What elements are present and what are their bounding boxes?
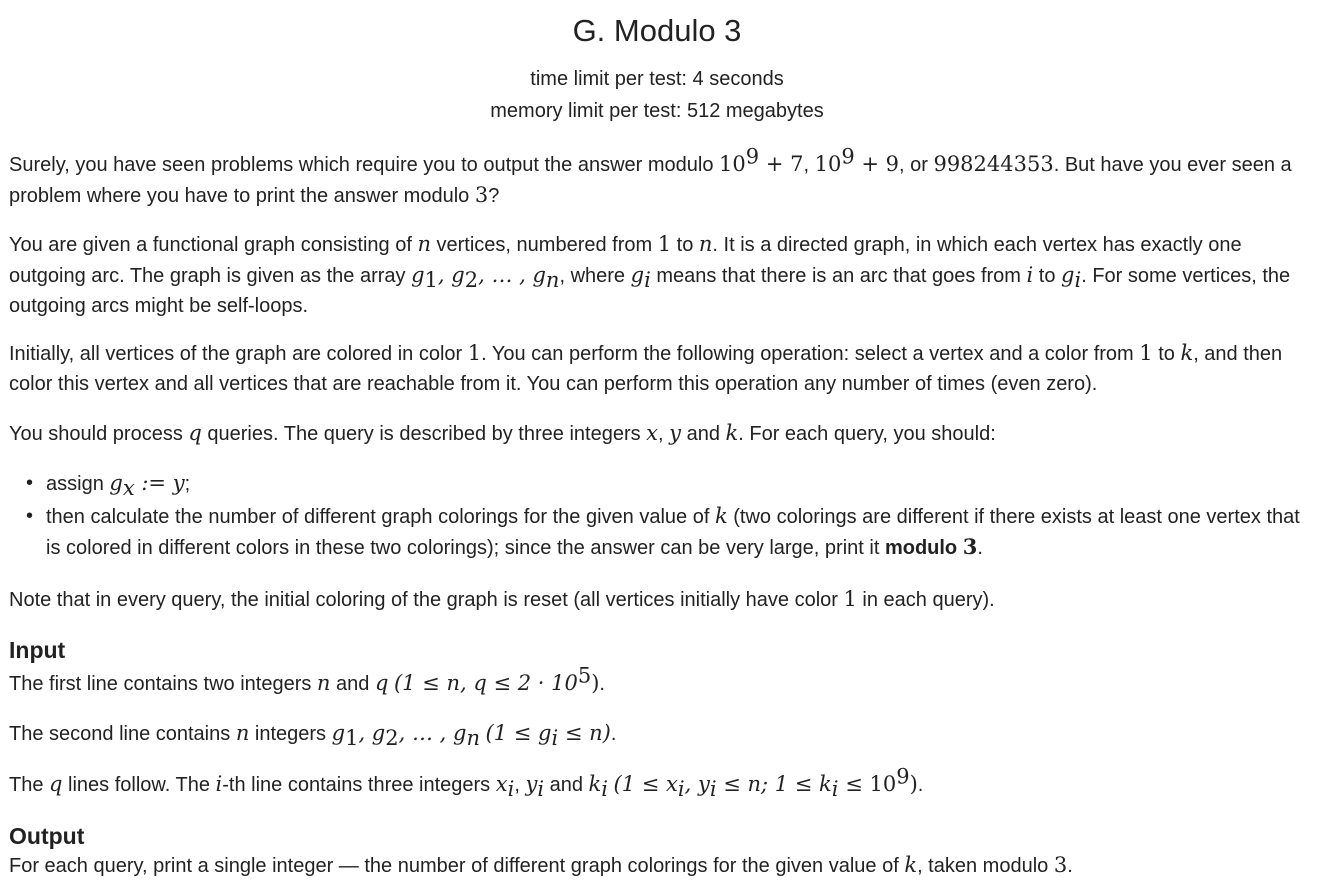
statement-paragraph-1: Surely, you have seen problems which require you to output the answer modulo $10^9 + 7$, $10^9 + 9$, or 998244353. But have you ever seen a problem where you have to print the answer modulo 3? xyxy=(9,144,1292,207)
input-line-1: The first line contains two integers n and q (1 ≤ n, $q \le 2 \cdot 10^5$). xyxy=(9,663,605,695)
statement-paragraph-5: Note that in every query, the initial coloring of the graph is reset (all vertices initially have color 1 in each query). xyxy=(9,587,995,611)
statement-paragraph-3: Initially, all vertices of the graph are colored in color 1. You can perform the following operation: select a vertex and a color from 1 to k, and then color this vertex and all vertices that are reachable from it. You can perform this operation any number of times (even zero). xyxy=(9,341,1283,395)
input-line-2: The second line contains n integers $g_1$, $g_2$, … , $g_n$ $(1 \le g_i \le n)$. xyxy=(9,721,617,750)
statement-paragraph-4: You should process q queries. The query is described by three integers x, y and k. For each query, you should: xyxy=(9,421,996,445)
problem-title: G. Modulo 3 xyxy=(572,13,742,48)
output-heading: Output xyxy=(9,823,85,849)
output-line-1: For each query, print a single integer — the number of different graph colorings for the given value of k, taken modulo 3. xyxy=(9,853,1073,877)
list-item: • assign $g_x$ := y; xyxy=(0,468,1300,499)
input-line-3: The q lines follow. The i-th line contains three integers $x_i$, $y_i$ and $k_i$ ($1 \le x_i$, $y_i \le n$; $1 \le k_i \le 10^9$). xyxy=(9,764,924,801)
statement-paragraph-2: You are given a functional graph consisting of n vertices, numbered from 1 to n. It is a directed graph, in which each vertex has exactly one outgoing arc. The graph is given as the array $g_1$, $g_2$, … , $g_n$, where $g_i$ means that there is an arc that goes from i to $g_i$. For some vertices, the outgoing arcs might be self-loops. xyxy=(9,232,1291,317)
time-limit: time limit per test: 4 seconds xyxy=(530,68,784,90)
query-steps-list xyxy=(0,468,1300,565)
memory-limit: memory limit per test: 512 megabytes xyxy=(490,100,824,122)
list-item: • then calculate the number of different graph colorings for the given value of k (two colorings are different if there exists at least one vertex that is colored in different colors in these two colorings); since the answer can be very large, print it modulo 3. xyxy=(0,501,1300,563)
input-heading: Input xyxy=(9,637,66,663)
